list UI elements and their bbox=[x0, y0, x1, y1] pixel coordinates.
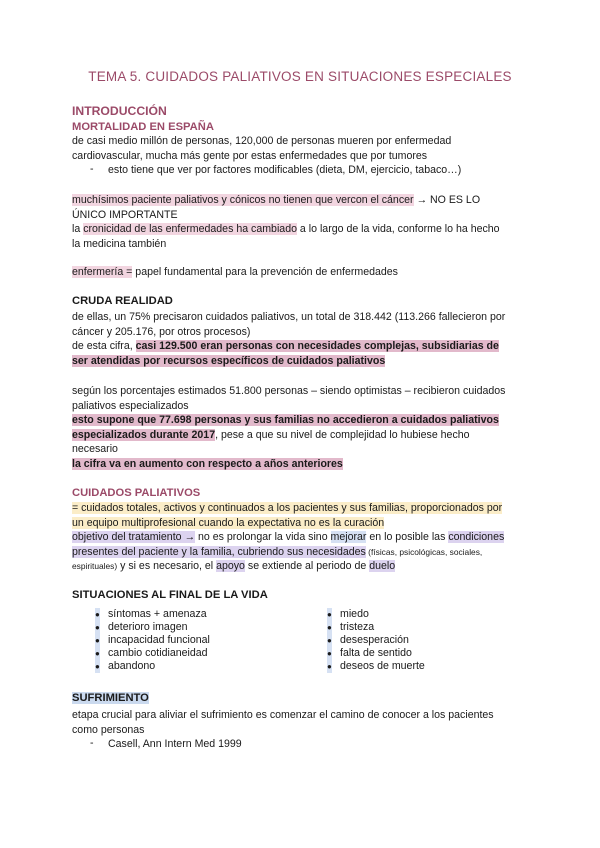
text: no es prolongar la vida sino bbox=[195, 531, 331, 543]
cruda-paragraph-1b: cáncer y 205.176, por otros procesos) bbox=[72, 325, 251, 338]
cruda-heading: CRUDA REALIDAD bbox=[72, 295, 173, 307]
highlight: cronicidad de las enfermedades ha cambiado bbox=[83, 223, 297, 235]
cuidados-heading: CUIDADOS PALIATIVOS bbox=[72, 487, 201, 499]
bullet-dot: ● bbox=[327, 636, 332, 645]
list-item-text: falta de sentido bbox=[340, 647, 412, 659]
sufrimiento-heading bbox=[72, 691, 149, 706]
highlight: la cifra va en aumento con respecto a años anteriores bbox=[72, 457, 343, 470]
list-item bbox=[327, 647, 412, 660]
highlight: mejorar bbox=[330, 531, 367, 543]
cuidados-objetivo-b bbox=[72, 545, 482, 560]
text: (físicas, psicológicas, sociales, bbox=[365, 546, 483, 557]
cruda-paragraph-4b bbox=[72, 428, 470, 443]
highlight: ser atendidas por recursos específicos de cuidados paliativos bbox=[72, 354, 386, 367]
list-item bbox=[327, 634, 409, 647]
list-item bbox=[95, 634, 210, 647]
cuidados-objetivo-c bbox=[72, 559, 395, 574]
highlight: especializados durante 2017 bbox=[72, 428, 216, 441]
highlight: duelo bbox=[369, 560, 396, 572]
bullet-dot: ● bbox=[95, 623, 100, 632]
text: papel fundamental para la prevención de enfermedades bbox=[132, 266, 398, 278]
highlight: presentes del paciente y la familia, cubriendo sus necesidades bbox=[72, 545, 366, 558]
bullet-dot: ● bbox=[95, 610, 100, 619]
dash-bullet: - bbox=[90, 163, 94, 175]
sufrimiento-citation: Casell, Ann Intern Med 1999 bbox=[108, 738, 242, 750]
text: a lo largo de la vida, conforme lo ha hecho bbox=[296, 223, 500, 235]
bullet-dot: ● bbox=[95, 636, 100, 645]
cruda-paragraph-4c: necesario bbox=[72, 443, 118, 455]
list-item-text: abandono bbox=[108, 660, 156, 672]
bullet-dot: ● bbox=[327, 610, 332, 619]
highlight: = cuidados totales, activos y continuados a los pacientes y sus familias, proporcionados por bbox=[72, 502, 503, 514]
list-item bbox=[95, 621, 188, 634]
intro-p1-line2: cardiovascular, mucha más gente por estas enfermedades que por tumores bbox=[72, 149, 428, 162]
intro-p1-line1: de casi medio millón de personas, 120,000 de personas mueren por enfermedad bbox=[72, 135, 452, 147]
list-item-text: desesperación bbox=[340, 634, 409, 646]
text: , pese a que su nivel de complejidad lo hubiese hecho bbox=[215, 428, 470, 441]
cruda-paragraph-3b: paliativos especializados bbox=[72, 399, 189, 412]
highlight: objetivo del tratamiento → bbox=[72, 531, 196, 543]
text: → NO ES LO bbox=[413, 194, 481, 206]
text: y si es necesario, el bbox=[117, 560, 217, 572]
page-title: TEMA 5. CUIDADOS PALIATIVOS EN SITUACIONES ESPECIALES bbox=[88, 69, 512, 84]
cruda-paragraph-5 bbox=[72, 457, 343, 472]
list-item-text: incapacidad funcional bbox=[108, 634, 210, 646]
list-item bbox=[95, 660, 156, 673]
highlight: apoyo bbox=[216, 560, 245, 572]
bullet-dot: ● bbox=[327, 623, 332, 632]
bullet-dot: ● bbox=[327, 649, 332, 658]
highlight: casi 129.500 eran personas con necesidades complejas, subsidiarias de bbox=[135, 340, 499, 352]
intro-bullet-1: esto tiene que ver por factores modificables (dieta, DM, ejercicio, tabaco…) bbox=[108, 164, 462, 176]
intro-paragraph-1 bbox=[72, 134, 451, 149]
highlight: condiciones bbox=[448, 531, 505, 543]
highlight: enfermería = bbox=[72, 266, 133, 278]
list-item-text: síntomas + amenaza bbox=[108, 608, 207, 620]
text: se extiende al periodo de bbox=[244, 560, 370, 572]
text: espirituales) bbox=[72, 561, 118, 571]
cruda-paragraph-4 bbox=[72, 413, 499, 428]
highlight: SUFRIMIENTO bbox=[72, 692, 149, 704]
intro-paragraph-4 bbox=[72, 265, 398, 280]
cruda-paragraph-1: de ellas, un 75% precisaron cuidados paliativos, un total de 318.442 (113.266 fallecieron por bbox=[72, 311, 506, 323]
mortality-subheading: MORTALIDAD EN ESPAÑA bbox=[72, 121, 214, 133]
situaciones-heading: SITUACIONES AL FINAL DE LA VIDA bbox=[72, 589, 268, 601]
list-item-text: miedo bbox=[340, 608, 369, 620]
sufrimiento-paragraph-b: como personas bbox=[72, 723, 145, 736]
intro-paragraph-1b bbox=[72, 149, 427, 164]
sufrimiento-paragraph: etapa crucial para aliviar el sufrimiento es comenzar el camino de conocer a los pacientes bbox=[72, 709, 494, 721]
intro-paragraph-2 bbox=[72, 193, 480, 208]
cruda-paragraph-2b bbox=[72, 354, 385, 369]
bullet-dot: ● bbox=[95, 649, 100, 658]
list-item-text: tristeza bbox=[340, 621, 375, 633]
list-item bbox=[327, 621, 375, 634]
intro-paragraph-3 bbox=[72, 222, 500, 237]
intro-heading: INTRODUCCIÓN bbox=[72, 104, 167, 118]
list-item-text: deterioro imagen bbox=[108, 621, 188, 633]
list-item bbox=[327, 608, 369, 621]
cruda-paragraph-2 bbox=[72, 339, 499, 354]
list-item bbox=[327, 660, 425, 673]
intro-paragraph-3b: la medicina también bbox=[72, 237, 167, 250]
cuidados-objetivo bbox=[72, 530, 504, 545]
dash-bullet: - bbox=[90, 737, 94, 749]
bullet-dot: ● bbox=[95, 662, 100, 671]
text: de esta cifra, bbox=[72, 340, 136, 352]
cuidados-definition-b bbox=[72, 516, 384, 531]
highlight: un equipo multiprofesional cuando la expectativa no es la curación bbox=[72, 516, 385, 529]
text: en lo posible las bbox=[366, 531, 449, 543]
list-item bbox=[95, 647, 208, 660]
cuidados-definition bbox=[72, 501, 502, 516]
text: la bbox=[72, 223, 84, 235]
list-item bbox=[95, 608, 207, 621]
list-item-text: cambio cotidianeidad bbox=[108, 647, 208, 659]
list-item-text: deseos de muerte bbox=[340, 660, 425, 672]
highlight: esto supone que 77.698 personas y sus familias no accedieron a cuidados paliativos bbox=[72, 414, 499, 426]
cruda-paragraph-3: según los porcentajes estimados 51.800 personas – siendo optimistas – recibieron cuidados bbox=[72, 385, 506, 397]
intro-paragraph-2b: ÚNICO IMPORTANTE bbox=[72, 208, 178, 221]
highlight: muchísimos paciente paliativos y cónicos no tienen que vercon el cáncer bbox=[72, 194, 414, 206]
bullet-dot: ● bbox=[327, 662, 332, 671]
